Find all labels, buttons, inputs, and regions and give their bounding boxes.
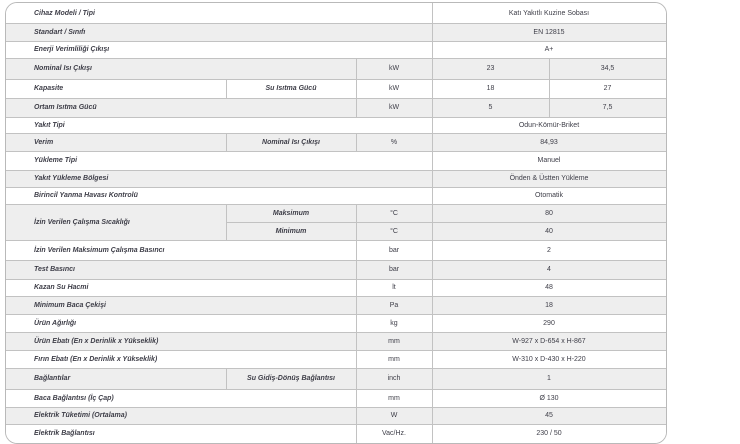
row-unit: °C — [390, 209, 398, 217]
row-value: W-927 x D-654 x H-867 — [512, 337, 586, 345]
row-value: 230 / 50 — [536, 430, 562, 437]
row-unit: kW — [388, 65, 400, 72]
row-label: Minimum Baca Çekişi — [34, 301, 106, 309]
row-unit: mm — [388, 355, 400, 363]
row-value: 84,93 — [540, 138, 558, 146]
row-label: Bağlantılar — [34, 375, 71, 382]
row-value: 4 — [547, 266, 551, 273]
row-label: Kazan Su Hacmi — [34, 284, 89, 291]
row-label: Kapasite — [34, 85, 64, 92]
row-unit: bar — [388, 246, 400, 254]
row-value: W-310 x D-430 x H-220 — [512, 355, 586, 363]
row-unit: % — [390, 138, 398, 146]
row-sublabel: Minimum — [275, 227, 307, 235]
row-label: Verim — [34, 138, 54, 146]
row-value: 2 — [547, 246, 551, 254]
row-label: Ortam Isıtma Gücü — [34, 104, 97, 111]
row-value-1: 18 — [486, 85, 495, 92]
row-label: Birincil Yanma Havası Kontrolü — [34, 192, 138, 199]
row-label: Elektrik Bağlantısı — [34, 430, 95, 437]
row-sublabel: Su Gidiş-Dönüş Bağlantısı — [247, 375, 335, 382]
row-label: Baca Bağlantısı (İç Çap) — [34, 394, 114, 402]
row-label: Yakıt Tipi — [34, 121, 65, 129]
spec-table — [5, 2, 667, 444]
row-value: Ø 130 — [539, 394, 559, 402]
row-value-1: 5 — [488, 104, 493, 111]
row-value: Önden & Üstten Yükleme — [509, 175, 589, 182]
row-label: Nominal Isı Çıkışı — [34, 65, 92, 72]
row-value: A+ — [544, 46, 554, 53]
row-value: 45 — [545, 412, 553, 419]
row-sublabel: Su Isıtma Gücü — [265, 85, 317, 92]
row-label: Yükleme Tipi — [34, 157, 78, 164]
row-value: 18 — [545, 301, 553, 309]
row-value-2: 7,5 — [602, 104, 613, 111]
row-label: Test Basıncı — [34, 266, 75, 273]
row-unit: kW — [388, 104, 400, 111]
row-value: Katı Yakıtlı Kuzine Sobası — [508, 9, 590, 17]
row-sublabel: Maksimum — [272, 209, 310, 217]
row-sublabel: Nominal Isı Çıkışı — [262, 138, 320, 146]
row-value: 1 — [547, 375, 551, 382]
row-value: 48 — [545, 284, 553, 291]
row-label: Ürün Ebatı (En x Derinlik x Yükseklik) — [34, 337, 159, 345]
row-value: Odun-Kömür-Briket — [518, 121, 580, 129]
row-unit: bar — [388, 266, 400, 273]
row-unit: mm — [388, 394, 400, 402]
row-label: İzin Verilen Çalışma Sıcaklığı — [34, 218, 130, 226]
row-value-2: 27 — [603, 85, 612, 92]
row-value: Otomatik — [534, 192, 563, 199]
row-value-1: 23 — [486, 65, 495, 72]
row-unit: mm — [388, 337, 400, 345]
row-unit: Pa — [389, 301, 399, 309]
row-label: Cihaz Modeli / Tipi — [34, 9, 95, 17]
row-unit: kW — [388, 85, 400, 92]
row-label: Standart / Sınıfı — [34, 28, 86, 36]
row-unit: Vac/Hz. — [382, 430, 406, 437]
row-value-2: 34,5 — [600, 65, 615, 72]
row-label: İzin Verilen Maksimum Çalışma Basıncı — [34, 246, 165, 254]
row-unit: inch — [387, 375, 401, 382]
row-value: 40 — [545, 227, 553, 235]
row-value: 80 — [545, 209, 553, 217]
row-label: Ürün Ağırlığı — [34, 319, 77, 327]
row-unit: lt — [392, 284, 396, 291]
row-label: Fırın Ebatı (En x Derinlik x Yükseklik) — [34, 355, 158, 363]
row-label: Yakıt Yükleme Bölgesi — [34, 175, 109, 182]
row-unit: °C — [390, 227, 398, 235]
row-label: Elektrik Tüketimi (Ortalama) — [34, 412, 127, 419]
row-value: Manuel — [537, 157, 561, 164]
row-value: 290 — [543, 319, 555, 327]
row-unit: W — [390, 412, 398, 419]
row-value: EN 12815 — [533, 28, 565, 36]
row-label: Enerji Verimliliği Çıkışı — [34, 46, 110, 53]
row-unit: kg — [390, 319, 398, 327]
